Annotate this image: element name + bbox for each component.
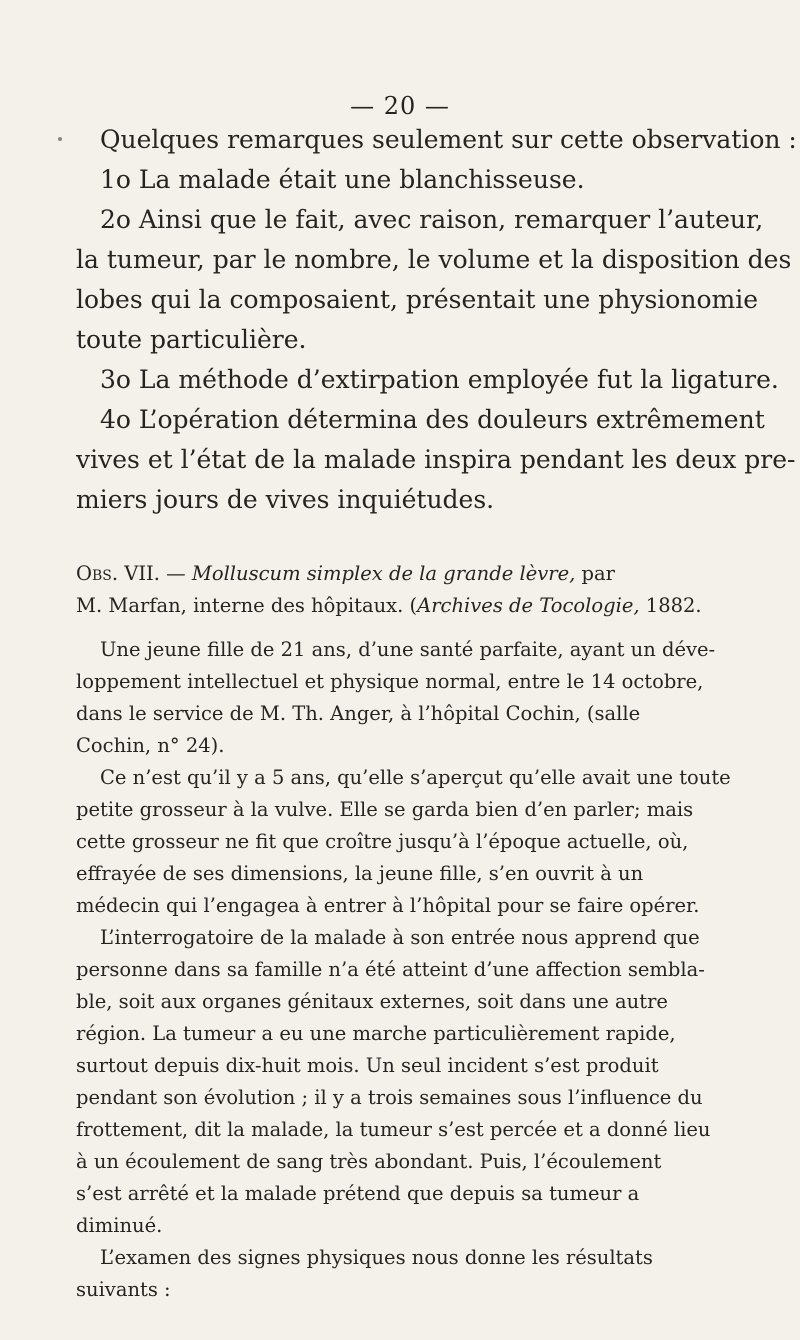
page-number: — 20 — <box>350 92 450 120</box>
observation-title: Molluscum simplex de la grande lèvre, <box>191 562 576 585</box>
p3-line-6: pendant son évolution ; il y a trois semaines sous l’influence du <box>76 1086 703 1109</box>
observation-label: Obs. VII. — <box>76 562 186 585</box>
remark-2-line-1: 2o Ainsi que le fait, avec raison, remarquer l’auteur, <box>100 205 764 234</box>
p3-line-7: frottement, dit la malade, la tumeur s’est percée et a donné lieu <box>76 1118 711 1141</box>
p3-line-9: s’est arrêté et la malade prétend que depuis sa tumeur a <box>76 1182 640 1205</box>
observation-source: Archives de Tocologie, <box>417 594 640 617</box>
remark-2-line-3: lobes qui la composaient, présentait une physionomie <box>76 285 759 314</box>
observation-year: 1882. <box>645 594 702 617</box>
p1-line-3: dans le service de M. Th. Anger, à l’hôpital Cochin, (salle <box>76 702 641 725</box>
remark-4-line-3: miers jours de vives inquiétudes. <box>76 485 495 514</box>
remarks-intro: Quelques remarques seulement sur cette observation : <box>100 125 797 154</box>
remark-2-line-2: la tumeur, par le nombre, le volume et la disposition des <box>76 245 792 274</box>
p3-line-5: surtout depuis dix-huit mois. Un seul incident s’est produit <box>76 1054 659 1077</box>
observation-heading-line-1 <box>76 564 615 584</box>
p3-line-8: à un écoulement de sang très abondant. Puis, l’écoulement <box>76 1150 662 1173</box>
remark-3: 3o La méthode d’extirpation employée fut la ligature. <box>100 365 779 394</box>
p2-line-3: cette grosseur ne fit que croître jusqu’à l’époque actuelle, où, <box>76 830 689 853</box>
p1-line-4: Cochin, n° 24). <box>76 734 225 757</box>
p3-line-1: L’interrogatoire de la malade à son entrée nous apprend que <box>100 926 700 949</box>
remark-2-line-4: toute particulière. <box>76 325 307 354</box>
p3-line-10: diminué. <box>76 1214 163 1237</box>
p4-line-1: L’examen des signes physiques nous donne les résultats <box>100 1246 653 1269</box>
p4-line-2: suivants : <box>76 1278 171 1301</box>
p2-line-1: Ce n’est qu’il y a 5 ans, qu’elle s’aperçut qu’elle avait une toute <box>100 766 731 789</box>
p2-line-4: effrayée de ses dimensions, la jeune fille, s’en ouvrit à un <box>76 862 644 885</box>
p1-line-2: loppement intellectuel et physique normal, entre le 14 octobre, <box>76 670 704 693</box>
p2-line-5: médecin qui l’engagea à entrer à l’hôpital pour se faire opérer. <box>76 894 700 917</box>
observation-author: M. Marfan, interne des hôpitaux. ( <box>76 594 418 617</box>
observation-by: par <box>581 562 615 585</box>
observation-heading-line-2 <box>76 596 702 616</box>
remark-1: 1o La malade était une blanchisseuse. <box>100 165 585 194</box>
p2-line-2: petite grosseur à la vulve. Elle se garda bien d’en parler; mais <box>76 798 694 821</box>
p1-line-1: Une jeune fille de 21 ans, d’une santé parfaite, ayant un déve- <box>100 638 716 661</box>
p3-line-4: région. La tumeur a eu une marche particulièrement rapide, <box>76 1022 676 1045</box>
margin-dot <box>58 137 62 141</box>
p3-line-2: personne dans sa famille n’a été atteint d’une affection sembla- <box>76 958 705 981</box>
remark-4-line-2: vives et l’état de la malade inspira pendant les deux pre- <box>76 445 796 474</box>
p3-line-3: ble, soit aux organes génitaux externes, soit dans une autre <box>76 990 668 1013</box>
remark-4-line-1: 4o L’opération détermina des douleurs extrêmement <box>100 405 765 434</box>
